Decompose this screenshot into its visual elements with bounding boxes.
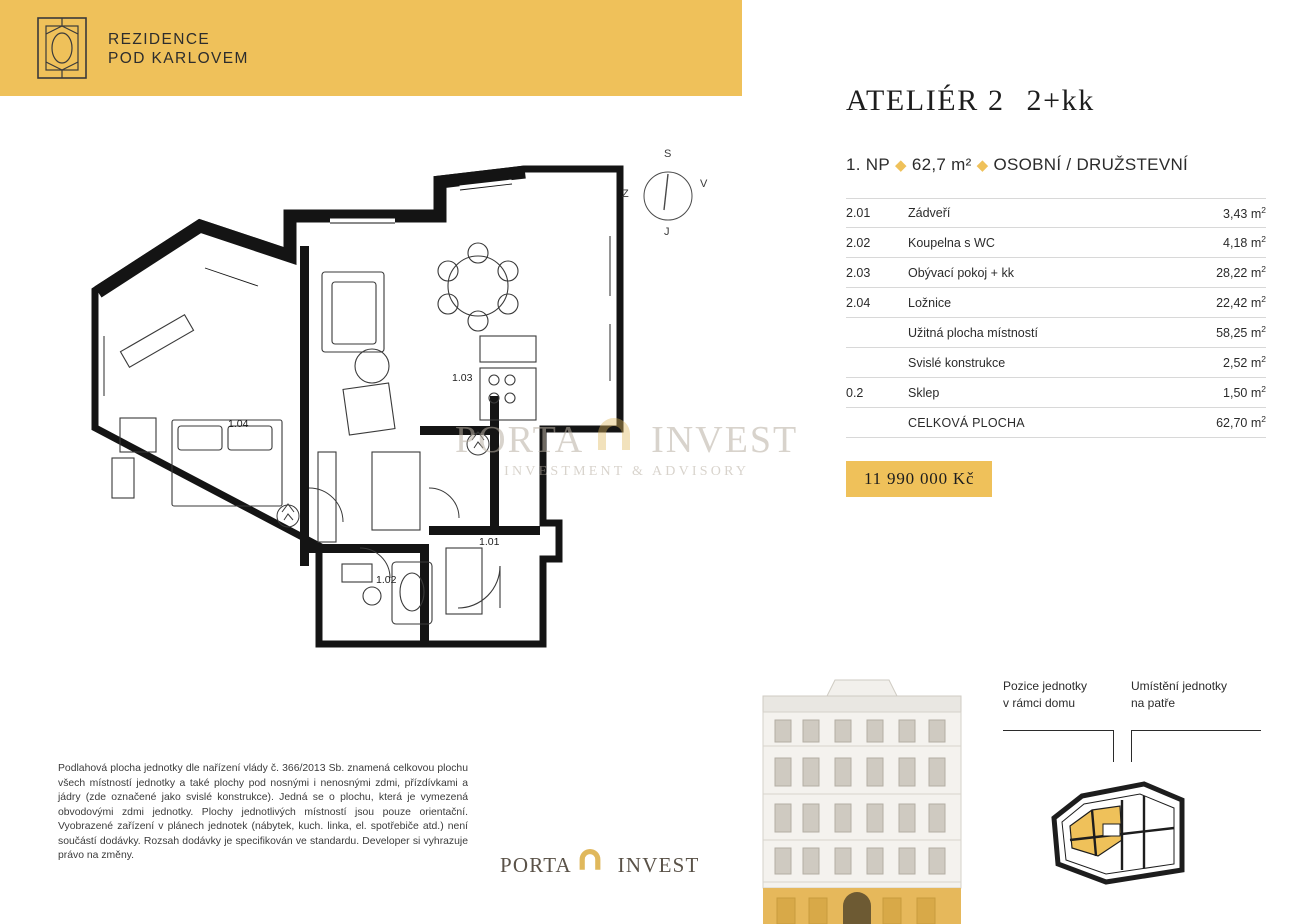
table-row-total (846, 408, 1266, 438)
floor-key-plan (1048, 778, 1188, 888)
room-code: 2.04 (846, 295, 871, 310)
compass-east: V (700, 178, 708, 190)
compass-rose-icon (620, 148, 720, 244)
caption-tick-left (1113, 730, 1114, 762)
room-name: Sklep (908, 385, 940, 400)
footer-logo-left: PORTA (500, 853, 571, 877)
room-name: Svislé konstrukce (908, 355, 1006, 370)
brand-name (108, 30, 249, 68)
unit-layout-text: 2+kk (1026, 84, 1095, 117)
page-header (0, 0, 742, 96)
room-label-1-03: 1.03 (452, 372, 473, 384)
room-label-1-01: 1.01 (479, 536, 500, 548)
bullet-separator-icon: ◆ (895, 157, 907, 174)
unit-area: 62,7 m² (911, 155, 972, 174)
room-area: 58,25 $m^2$ (1216, 324, 1266, 341)
table-row (846, 318, 1266, 348)
room-name: Koupelna s WC (908, 235, 995, 250)
caption-tick-right (1131, 730, 1132, 762)
total-area: 62,70 $m^2$ (1216, 414, 1266, 431)
room-name: Užitná plocha místností (908, 325, 1038, 340)
caption-floor-line-2: na patře (1131, 696, 1176, 710)
room-name: Ložnice (908, 295, 952, 310)
watermark-sub: INVESTMENT & ADVISORY (504, 464, 750, 479)
compass-north: S (664, 148, 672, 160)
table-row (846, 288, 1266, 318)
room-area: 2,52 $m^2$ (1223, 354, 1266, 371)
unit-ownership: OSOBNÍ / DRUŽSTEVNÍ (993, 155, 1189, 174)
watermark-main: PORTA (455, 419, 583, 461)
room-area: 1,50 $m^2$ (1223, 384, 1266, 401)
building-emblem-icon (30, 14, 94, 82)
unit-subtitle (846, 155, 1188, 175)
room-area: 4,18 $m^2$ (1223, 234, 1266, 251)
table-row (846, 228, 1266, 258)
room-code: 0.2 (846, 385, 864, 400)
table-row (846, 258, 1266, 288)
caption-position-on-floor (1131, 678, 1261, 712)
total-label: CELKOVÁ PLOCHA (908, 415, 1025, 430)
table-row (846, 198, 1266, 228)
room-area: 3,43 $m^2$ (1223, 204, 1266, 222)
room-code: 2.03 (846, 265, 871, 280)
watermark-main-2: INVEST (651, 419, 799, 461)
unit-floor: 1. NP (846, 155, 891, 174)
watermark-arch-icon (594, 418, 640, 452)
table-row (846, 378, 1266, 408)
legal-note: Podlahová plocha jednotky dle nařízení vlády č. 366/2013 Sb. znamená celkovou plochu všech místností jednotky a také plochy pod nosnými i nenosnými zdmi, přízdívkami a jádry (zde označené jako svislé konstrukce). Jedná se o plochu, která je vymezená obvodovými zdmi jednotky. Plochy jednotlivých místností jsou pouze orientační. Vyobrazené zařízení v plánech jednotek (nábytek, kuch. linka, el. spotřebiče atd.) není součástí dodávky. Rozsah dodávky je specifikován ve standardu. Developer si vyhrazuje právo na změny. (58, 763, 468, 861)
footer-logo-right: INVEST (617, 853, 700, 877)
brand-line-1: REZIDENCE (108, 31, 211, 48)
caption-position-line-2: v rámci domu (1003, 696, 1076, 710)
unit-title (846, 84, 1095, 118)
room-label-1-02: 1.02 (376, 574, 397, 586)
compass-west: Z (622, 188, 629, 200)
room-code: 2.02 (846, 235, 871, 250)
unit-title-text: ATELIÉR 2 (846, 84, 1005, 117)
caption-rule-left (1003, 730, 1113, 731)
price-badge: 11 990 000 Kč (846, 461, 992, 497)
table-row (846, 348, 1266, 378)
caption-position-in-building (1003, 678, 1123, 712)
footer-arch-icon (577, 848, 611, 872)
building-facade-image (757, 676, 967, 924)
bullet-separator-icon-2: ◆ (976, 157, 989, 174)
caption-rule-right (1131, 730, 1261, 731)
room-name: Zádveří (908, 206, 951, 220)
room-code: 2.01 (846, 206, 871, 220)
caption-floor-line-1: Umístění jednotky (1131, 679, 1228, 693)
caption-position-line-1: Pozice jednotky (1003, 679, 1088, 693)
brand-line-2: POD KARLOVEM (108, 50, 249, 67)
room-area: 22,42 $m^2$ (1216, 294, 1266, 311)
room-label-1-04: 1.04 (228, 418, 249, 430)
footer-logo (500, 848, 700, 878)
room-area-table (846, 198, 1266, 438)
compass-south: J (664, 226, 670, 238)
watermark-logo (455, 418, 798, 480)
room-name: Obývací pokoj + kk (908, 265, 1014, 280)
room-area: 28,22 $m^2$ (1216, 264, 1266, 281)
